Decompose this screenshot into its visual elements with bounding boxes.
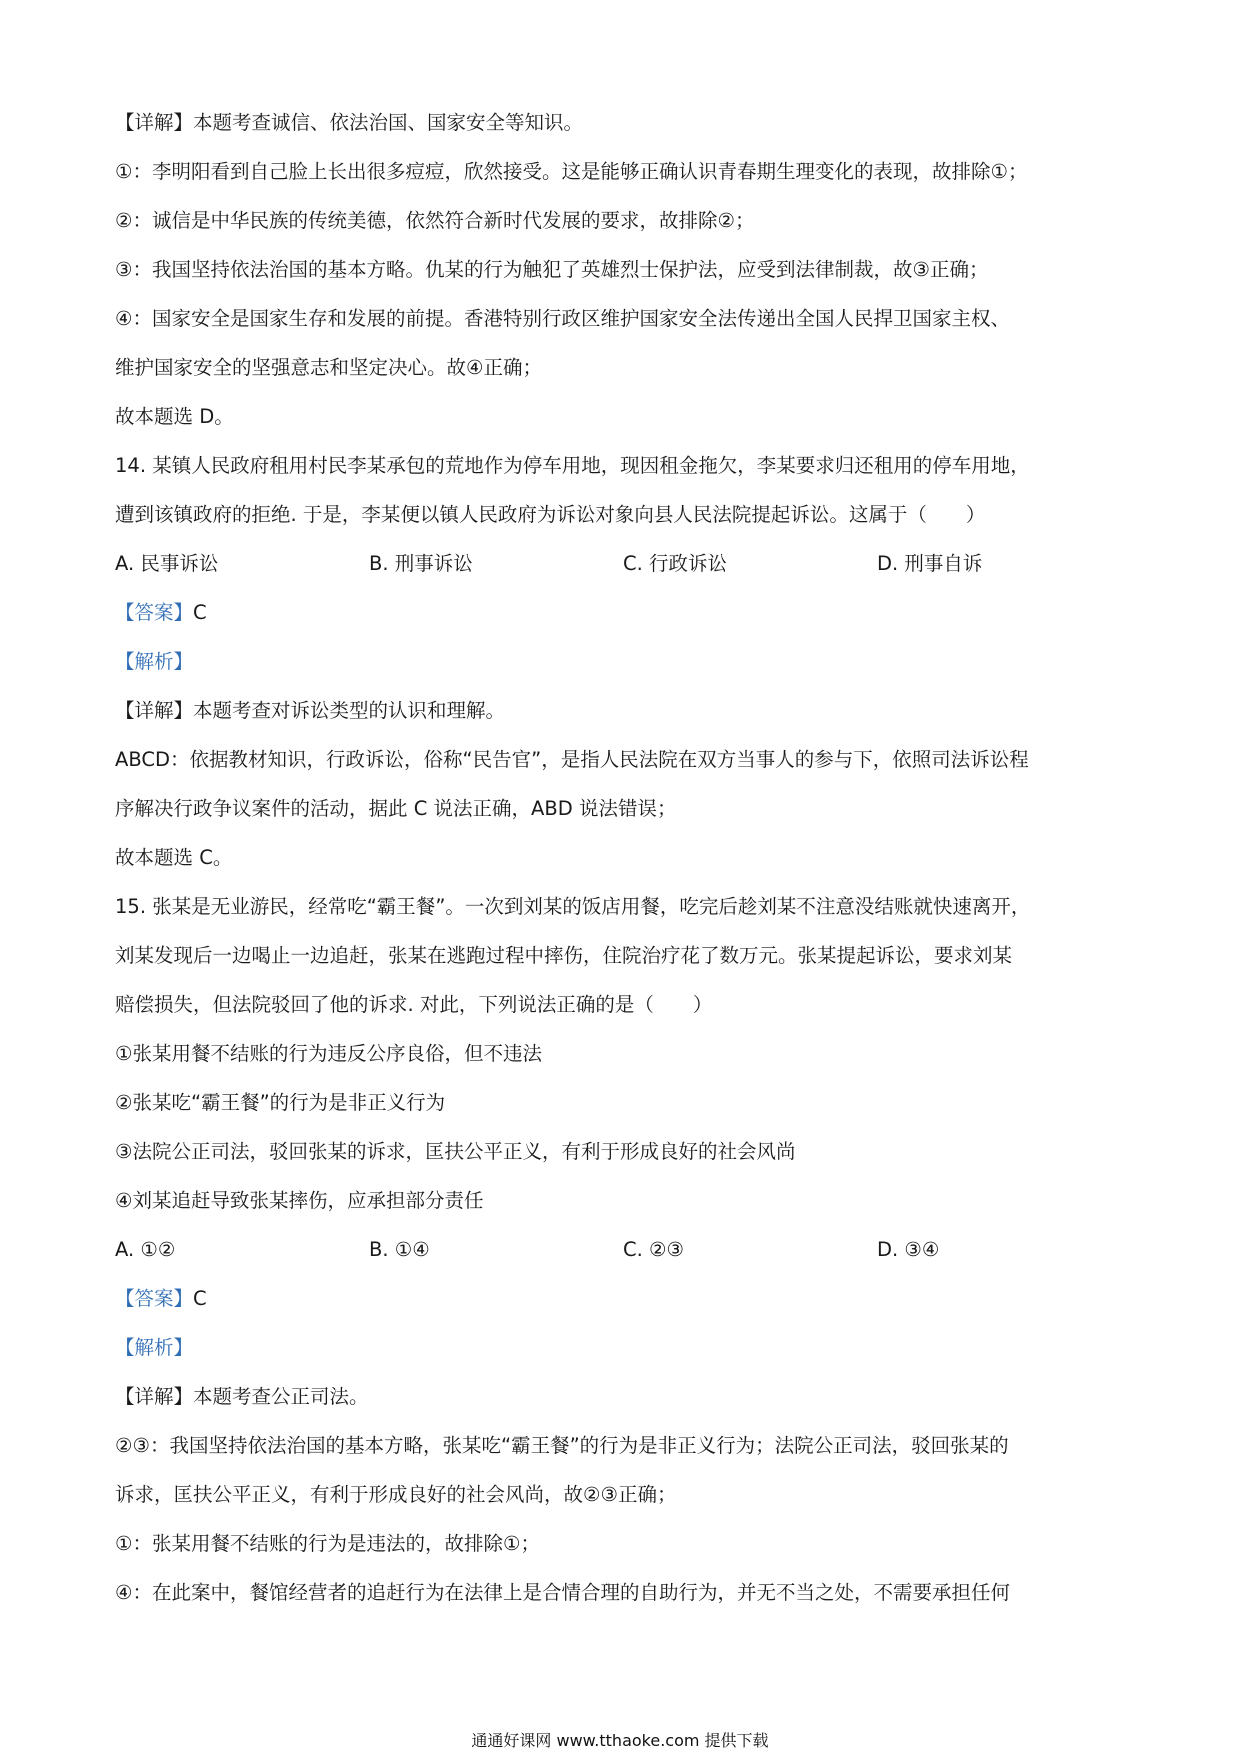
option-b: B. 刑事诉讼	[369, 552, 473, 575]
explanation-line: ABCD：依据教材知识，行政诉讼，俗称“民告官”，是指人民法院在双方当事人的参与下，依照司法诉讼程	[115, 748, 1029, 771]
explanation-line: 维护国家安全的坚强意志和坚定决心。故④正确；	[115, 356, 542, 379]
detail-paragraph: 【详解】本题考查公正司法。	[115, 1385, 369, 1408]
question-15-stem: 刘某发现后一边喝止一边追赶，张某在逃跑过程中摔伤，住院治疗花了数万元。张某提起诉讼，要求刘某	[115, 944, 1013, 967]
analysis-tag: 【解析】	[115, 1336, 194, 1359]
explanation-line: ④：国家安全是国家生存和发展的前提。香港特别行政区维护国家安全法传递出全国人民捍卫国家主权、	[115, 307, 1010, 330]
question-15-options	[115, 1225, 1135, 1274]
question-15-stem: 15. 张某是无业游民，经常吃“霸王餐”。一次到刘某的饭店用餐，吃完后趁刘某不注意没结账就快速离开，	[115, 895, 1031, 918]
question-14-options	[115, 539, 1135, 588]
footer-watermark: 通通好课网 www.tthaoke.com 提供下载	[471, 1731, 769, 1750]
conclusion-line: 故本题选 C。	[115, 846, 233, 869]
explanation-line: ②③：我国坚持依法治国的基本方略，张某吃“霸王餐”的行为是非正义行为；法院公正司法，驳回张某的	[115, 1434, 1009, 1457]
answer-tag: 【答案】	[115, 1287, 194, 1310]
statement-2: ②张某吃“霸王餐”的行为是非正义行为	[115, 1091, 446, 1114]
question-15-stem: 赔偿损失，但法院驳回了他的诉求. 对此，下列说法正确的是（ ）	[115, 993, 713, 1016]
option-c: C. ②③	[623, 1238, 684, 1261]
explanation-line: ④：在此案中，餐馆经营者的追赶行为在法律上是合情合理的自助行为，并无不当之处，不需要承担任何	[115, 1581, 1010, 1604]
statement-4: ④刘某追赶导致张某摔伤，应承担部分责任	[115, 1189, 484, 1212]
explanation-line: ①：李明阳看到自己脸上长出很多痘痘，欣然接受。这是能够正确认识青春期生理变化的表现，故排除①；	[115, 160, 1028, 183]
statement-1: ①张某用餐不结账的行为违反公序良俗，但不违法	[115, 1042, 542, 1065]
explanation-line: 序解决行政争议案件的活动，据此 C 说法正确，ABD 说法错误；	[115, 797, 677, 820]
option-d: D. 刑事自诉	[877, 552, 983, 575]
explanation-line: ①：张某用餐不结账的行为是违法的，故排除①；	[115, 1532, 540, 1555]
answer-value: C	[193, 1287, 207, 1310]
question-14-stem: 遭到该镇政府的拒绝. 于是，李某便以镇人民政府为诉讼对象向县人民法院提起诉讼。这属于（ ）	[115, 503, 986, 526]
detail-paragraph: 【详解】本题考查对诉讼类型的认识和理解。	[115, 699, 506, 722]
detail-paragraph: 【详解】本题考查诚信、依法治国、国家安全等知识。	[115, 111, 584, 134]
option-b: B. ①④	[369, 1238, 430, 1261]
option-a: A. 民事诉讼	[115, 552, 219, 575]
explanation-line: ③：我国坚持依法治国的基本方略。仇某的行为触犯了英雄烈士保护法，应受到法律制裁，故③正确；	[115, 258, 989, 281]
conclusion-line: 故本题选 D。	[115, 405, 234, 428]
option-c: C. 行政诉讼	[623, 552, 728, 575]
answer-tag: 【答案】	[115, 601, 194, 624]
explanation-line: 诉求，匡扶公平正义，有利于形成良好的社会风尚，故②③正确；	[115, 1483, 677, 1506]
option-d: D. ③④	[877, 1238, 940, 1261]
answer-line	[115, 1274, 1135, 1323]
question-14-stem: 14. 某镇人民政府租用村民李某承包的荒地作为停车用地，现因租金拖欠，李某要求归还租用的停车用地，	[115, 454, 1030, 477]
option-a: A. ①②	[115, 1238, 176, 1261]
answer-value: C	[193, 601, 207, 624]
document-page	[115, 98, 1135, 1617]
statement-3: ③法院公正司法，驳回张某的诉求，匡扶公平正义，有利于形成良好的社会风尚	[115, 1140, 796, 1163]
answer-line	[115, 588, 1135, 637]
explanation-line: ②：诚信是中华民族的传统美德，依然符合新时代发展的要求，故排除②；	[115, 209, 755, 232]
analysis-tag: 【解析】	[115, 650, 194, 673]
